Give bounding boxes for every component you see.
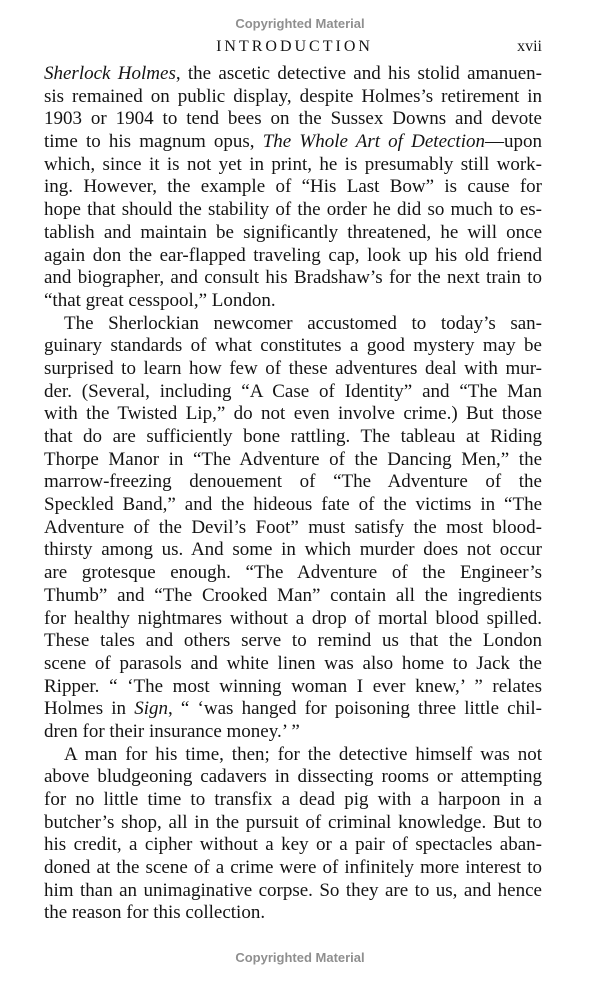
text-segment: which, since it is not yet in print, he is presumably still work-: [44, 153, 542, 175]
text-segment: dren for their insurance money.’ ”: [44, 720, 300, 742]
text-segment: Thumb” and “The Crooked Man” contain all the ingredients: [44, 584, 542, 606]
text-segment: der. (Several, including “A Case of Identity” and “The Man: [44, 380, 542, 402]
text-segment: , “ ‘was hanged for poisoning three little chil-: [168, 698, 542, 720]
text-segment: sis remained on public display, despite Holmes’s retirement in: [44, 85, 542, 107]
text-line: [44, 108, 542, 131]
text-line: [44, 585, 542, 608]
text-segment: scene of parasols and white linen was also home to Jack the: [44, 652, 542, 674]
text-segment: Adventure of the Devil’s Foot” must satisfy the most blood-: [44, 516, 542, 538]
text-segment: A man for his time, then; for the detective himself was not: [64, 743, 542, 765]
text-line: [44, 335, 542, 358]
text-line: [44, 608, 542, 631]
text-segment: for no little time to transfix a dead pig with a harpoon in a: [44, 789, 542, 810]
text-line: [44, 63, 542, 86]
text-segment: his credit, a cipher without a key or a pair of spectacles aban-: [44, 834, 542, 856]
text-line: [44, 880, 542, 903]
section-title: INTRODUCTION: [216, 38, 373, 55]
text-line: [44, 403, 542, 426]
text-segment: surprised to learn how few of these adventures deal with mur-: [44, 357, 542, 379]
text-segment: with the Twisted Lip,” do not even involve crime.) But those: [44, 403, 542, 425]
text-line: [44, 222, 542, 245]
italic-text: The Whole Art of Detection: [262, 131, 485, 153]
text-line: [44, 471, 542, 494]
text-line: [44, 154, 542, 177]
text-line: [44, 313, 542, 336]
text-segment: Ripper. “ ‘The most winning woman I ever knew,’ ” relates: [44, 675, 542, 697]
text-line: [44, 517, 542, 540]
text-line: [44, 789, 542, 812]
text-line: [44, 494, 542, 517]
page-body: [44, 63, 542, 925]
text-segment: guinary standards of what constitutes a good mystery may be: [44, 335, 542, 357]
text-line: [44, 381, 542, 404]
text-segment: Speckled Band,” and the hideous fate of the victims in “The: [44, 494, 542, 516]
text-line: [44, 539, 542, 562]
text-line: [44, 698, 542, 721]
text-segment: doned at the scene of a crime were of infinitely more interest to: [44, 857, 542, 879]
text-segment: “that great cesspool,” London.: [44, 289, 276, 311]
paragraph-3: [44, 744, 542, 926]
page-number: xvii: [517, 38, 542, 55]
copyright-notice-top: Copyrighted Material: [235, 16, 365, 31]
text-line: [44, 721, 542, 744]
text-segment: again don the ear-flapped traveling cap, look up his old friend: [44, 244, 542, 266]
text-segment: ing. However, the example of “His Last Bow” is cause for: [44, 176, 542, 198]
text-segment: the reason for this collection.: [44, 902, 266, 924]
text-line: [44, 812, 542, 835]
text-line: [44, 630, 542, 653]
text-segment: that do are sufficiently bone rattling. The tableau at Riding: [44, 426, 542, 447]
text-line: [44, 766, 542, 789]
text-line: [44, 267, 542, 290]
text-segment: marrow-freezing denouement of “The Adventure of the: [44, 471, 542, 493]
copyright-notice-bottom: Copyrighted Material: [235, 950, 365, 965]
paragraph-2: [44, 313, 542, 744]
text-segment: hope that should the stability of the order he did so much to es-: [44, 199, 542, 221]
text-line: [44, 358, 542, 381]
text-line: [44, 562, 542, 585]
text-segment: Holmes in: [44, 698, 135, 720]
text-line: [44, 131, 542, 154]
text-segment: Thorpe Manor in “The Adventure of the Dancing Men,” the: [44, 448, 542, 470]
italic-text: Sherlock Holmes: [44, 63, 176, 84]
text-segment: The Sherlockian newcomer accustomed to today’s san-: [64, 312, 542, 334]
text-segment: 1903 or 1904 to tend bees on the Sussex Downs and devote: [44, 108, 542, 130]
text-segment: time to his magnum opus,: [44, 131, 263, 153]
text-line: [44, 653, 542, 676]
text-line: [44, 902, 542, 925]
text-line: [44, 245, 542, 268]
text-line: [44, 676, 542, 699]
text-segment: tablish and maintain be significantly threatened, he will once: [44, 221, 542, 243]
text-segment: —upon: [485, 131, 542, 153]
text-line: [44, 857, 542, 880]
text-segment: and biographer, and consult his Bradshaw’s for the next train to: [44, 267, 542, 289]
text-line: [44, 744, 542, 767]
text-segment: butcher’s shop, all in the pursuit of criminal knowledge. But to: [44, 811, 542, 833]
italic-text: Sign: [134, 698, 169, 720]
text-line: [44, 426, 542, 449]
text-segment: thirsty among us. And some in which murder does not occur: [44, 539, 542, 561]
text-segment: for healthy nightmares without a drop of mortal blood spilled.: [44, 607, 542, 629]
text-line: [44, 199, 542, 222]
paragraph-1: [44, 63, 542, 313]
text-line: [44, 449, 542, 472]
text-segment: , the ascetic detective and his stolid amanuen-: [175, 63, 542, 84]
text-segment: above bludgeoning cadavers in dissecting rooms or attempting: [44, 766, 542, 788]
text-line: [44, 834, 542, 857]
text-segment: him than an unimaginative corpse. So they are to us, and hence: [44, 879, 542, 901]
page-header: [44, 38, 542, 56]
text-line: [44, 176, 542, 199]
text-line: [44, 290, 542, 313]
text-line: [44, 86, 542, 109]
text-segment: are grotesque enough. “The Adventure of the Engineer’s: [44, 562, 542, 584]
text-segment: These tales and others serve to remind us that the London: [44, 630, 542, 652]
